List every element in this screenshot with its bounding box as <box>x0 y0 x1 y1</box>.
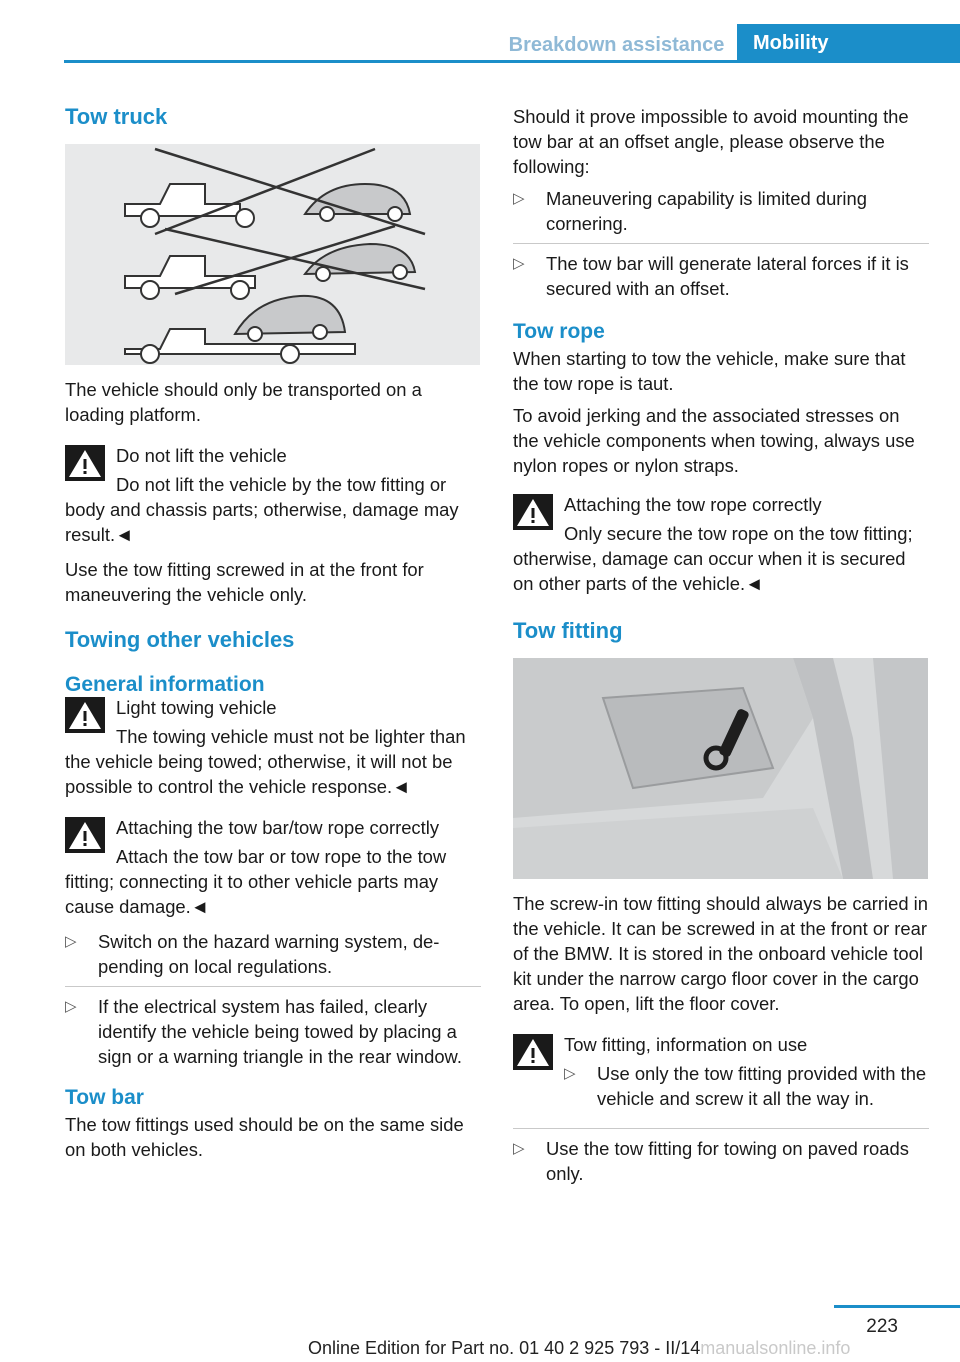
warning-bullet-list <box>564 1061 929 1118</box>
heading-tow-rope: Tow rope <box>513 320 605 343</box>
warning-do-not-lift <box>65 443 481 547</box>
heading-tow-fitting: Tow fitting <box>513 618 623 643</box>
list-item: ▷ Switch on the hazard warning system, depending on local regulations. <box>65 929 481 987</box>
final-bullet-list <box>513 1128 929 1193</box>
tow-truck-text: The vehicle should only be transported on a loading platform. <box>65 379 422 425</box>
warning-body: Only secure the tow rope on the tow fitting; otherwise, damage can occur when it is secured on other parts of the vehicle.◄ <box>513 523 913 594</box>
header-section-title: Breakdown assistance <box>508 34 725 56</box>
heading-towing-other-vehicles: Towing other vehicles <box>65 627 295 652</box>
header-chapter-tab: Mobility <box>737 24 960 63</box>
warning-triangle-icon <box>65 817 105 853</box>
warning-triangle-icon <box>513 494 553 530</box>
heading-tow-truck: Tow truck <box>65 104 168 129</box>
warning-title: Attaching the tow bar/tow rope correctly <box>116 817 440 838</box>
heading-tow-bar: Tow bar <box>65 1086 144 1109</box>
heading-general-information: General information <box>65 673 265 696</box>
right-column <box>513 102 929 1201</box>
tow-rope-p2: To avoid jerking and the associated stresses on the vehicle components when towing, always use nylon ropes or nylon straps. <box>513 405 915 476</box>
tow-fitting-note: Use the tow fitting screwed in at the front for maneuvering the vehicle only. <box>65 559 424 605</box>
towing-bullet-list <box>65 929 481 1076</box>
warning-body: Attach the tow bar or tow rope to the tow fitting; connecting it to other vehicle parts may cause damage.◄ <box>65 846 447 917</box>
triangle-right-icon: ▷ <box>564 1065 576 1082</box>
triangle-right-icon: ▷ <box>513 190 525 207</box>
tow-fitting-text: The screw-in tow fitting should always be carried in the vehicle. It can be screwed in at the front or rear of the BMW. It is stored in the onboard vehicle tool kit under the narrow cargo floor cover in the cargo area. To open, lift the floor cover. <box>513 893 928 1014</box>
warning-light-towing-vehicle <box>65 695 481 799</box>
list-item: ▷ Use only the tow fitting provided with the vehicle and screw it all the way in. <box>564 1063 927 1109</box>
warning-triangle-icon <box>513 1034 553 1070</box>
warning-triangle-icon <box>65 445 105 481</box>
header-rule <box>64 60 960 63</box>
warning-title: Tow fitting, information on use <box>564 1034 808 1055</box>
tow-fitting-photo <box>513 658 928 879</box>
list-item: ▷ Use the tow fitting for towing on paved roads only. <box>513 1138 909 1184</box>
offset-bullet-list <box>513 186 929 308</box>
watermark-site: manualsonline.info <box>700 1338 851 1358</box>
warning-attaching-tow-rope <box>513 492 929 596</box>
list-item: ▷ The tow bar will generate lateral forces if it is secured with an offset. <box>513 253 909 299</box>
triangle-right-icon: ▷ <box>513 255 525 272</box>
list-item: ▷ If the electrical system has failed, clearly identify the vehicle being towed by placing a sign or a warning triangle in the rear window. <box>65 996 462 1067</box>
warning-attaching-tow-bar <box>65 815 481 919</box>
triangle-right-icon: ▷ <box>65 933 77 950</box>
warning-body: Do not lift the vehicle by the tow fitting or body and chassis parts; otherwise, damage may result.◄ <box>65 474 459 545</box>
edition-line <box>308 1338 850 1359</box>
tow-rope-p1: When starting to tow the vehicle, make sure that the tow rope is taut. <box>513 348 906 394</box>
warning-tow-fitting-use <box>513 1032 929 1118</box>
warning-body: The towing vehicle must not be lighter than the vehicle being towed; otherwise, it will not be possible to control the vehicle response.◄ <box>65 726 466 797</box>
offset-intro: Should it prove impossible to avoid mounting the tow bar at an offset angle, please observe the following: <box>513 106 909 177</box>
footer-rule <box>834 1305 960 1308</box>
warning-triangle-icon <box>65 697 105 733</box>
edition-text: Online Edition for Part no. 01 40 2 925 793 - II/14 <box>308 1338 701 1358</box>
warning-title: Attaching the tow rope correctly <box>564 494 822 515</box>
tow-truck-illustration <box>65 144 480 365</box>
triangle-right-icon: ▷ <box>513 1140 525 1157</box>
page-number: 223 <box>866 1316 898 1337</box>
left-column <box>65 102 481 1169</box>
list-item: ▷ Maneuvering capability is limited during cornering. <box>513 186 929 244</box>
warning-title: Light towing vehicle <box>116 697 277 718</box>
tow-bar-text: The tow fittings used should be on the same side on both vehicles. <box>65 1114 464 1160</box>
triangle-right-icon: ▷ <box>65 998 77 1015</box>
warning-title: Do not lift the vehicle <box>116 445 287 466</box>
